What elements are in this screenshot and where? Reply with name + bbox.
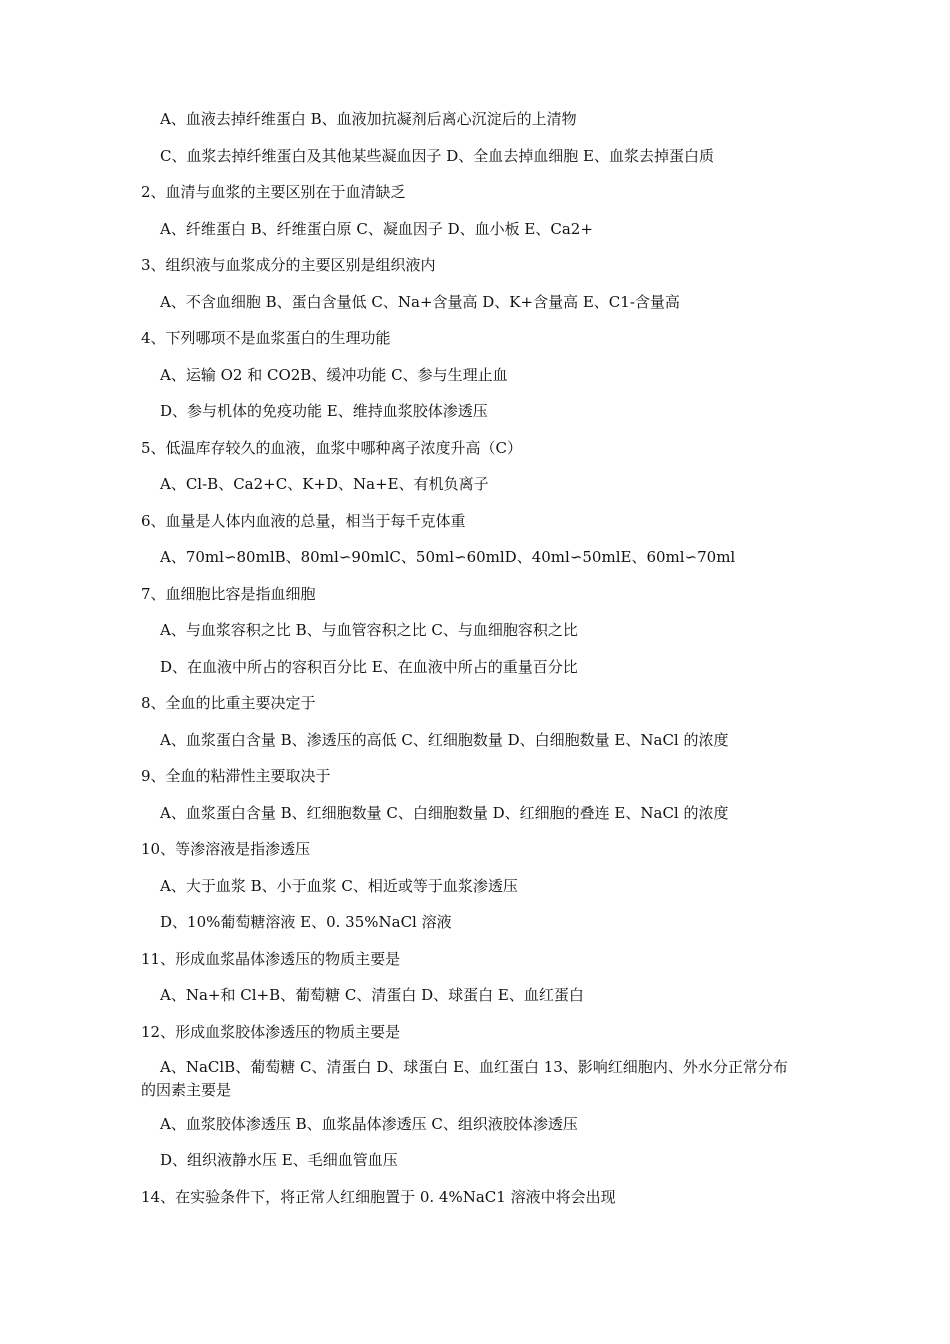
question-line: 3、组织液与血浆成分的主要区别是组织液内 — [141, 256, 436, 274]
option-line: A、血浆蛋白含量 B、红细胞数量 C、白细胞数量 D、红细胞的叠连 E、NaCl 的浓度 — [160, 804, 729, 822]
question-line: 4、下列哪项不是血浆蛋白的生理功能 — [141, 329, 391, 347]
option-line: C、血浆去掉纤维蛋白及其他某些凝血因子 D、全血去掉血细胞 E、血浆去掉蛋白质 — [160, 147, 714, 165]
option-line: A、Na+和 Cl+B、葡萄糖 C、清蛋白 D、球蛋白 E、血红蛋白 — [160, 986, 584, 1004]
option-line: A、大于血浆 B、小于血浆 C、相近或等于血浆渗透压 — [160, 877, 518, 895]
option-line: D、在血液中所占的容积百分比 E、在血液中所占的重量百分比 — [160, 658, 578, 676]
option-line: A、不含血细胞 B、蛋白含量低 C、Na+含量高 D、K+含量高 E、C1-含量高 — [160, 293, 680, 311]
question-line: 10、等渗溶液是指渗透压 — [141, 840, 311, 858]
question-line: 2、血清与血浆的主要区别在于血清缺乏 — [141, 183, 406, 201]
option-line: A、与血浆容积之比 B、与血管容积之比 C、与血细胞容积之比 — [160, 621, 578, 639]
question-line: 5、低温库存较久的血液，血浆中哪种离子浓度升高（C） — [141, 439, 523, 457]
question-line: 9、全血的粘滞性主要取决于 — [141, 767, 331, 785]
option-line: A、Cl-B、Ca2+C、K+D、Na+E、有机负离子 — [160, 475, 489, 493]
option-line: D、10%葡萄糖溶液 E、0. 35%NaCl 溶液 — [160, 913, 452, 931]
option-line: A、纤维蛋白 B、纤维蛋白原 C、凝血因子 D、血小板 E、Ca2+ — [160, 220, 593, 238]
option-line: A、血浆胶体渗透压 B、血浆晶体渗透压 C、组织液胶体渗透压 — [160, 1115, 578, 1133]
question-line: 6、血量是人体内血液的总量，相当于每千克体重 — [141, 512, 466, 530]
option-line: D、组织液静水压 E、毛细血管血压 — [160, 1151, 398, 1169]
question-line: 14、在实验条件下，将正常人红细胞置于 0. 4%NaC1 溶液中将会出现 — [141, 1188, 616, 1206]
option-line: A、70ml∽80mlB、80ml∽90mlC、50ml∽60mlD、40ml∽50mlE、60ml∽70ml — [160, 548, 736, 566]
option-line: A、血液去掉纤维蛋白 B、血液加抗凝剂后离心沉淀后的上清物 — [160, 110, 577, 128]
option-line: D、参与机体的免疫功能 E、维持血浆胶体渗透压 — [160, 402, 488, 420]
option-line: A、血浆蛋白含量 B、渗透压的高低 C、红细胞数量 D、白细胞数量 E、NaCl 的浓度 — [160, 731, 729, 749]
option-line: A、运输 O2 和 CO2B、缓冲功能 C、参与生理止血 — [160, 366, 508, 384]
option-line: A、NaClB、葡萄糖 C、清蛋白 D、球蛋白 E、血红蛋白 13、影响红细胞内、外水分正常分布的因素主要是 — [141, 1058, 788, 1099]
question-line: 7、血细胞比容是指血细胞 — [141, 585, 316, 603]
question-line: 8、全血的比重主要决定于 — [141, 694, 316, 712]
question-line: 11、形成血浆晶体渗透压的物质主要是 — [141, 950, 401, 968]
question-line: 12、形成血浆胶体渗透压的物质主要是 — [141, 1023, 401, 1041]
